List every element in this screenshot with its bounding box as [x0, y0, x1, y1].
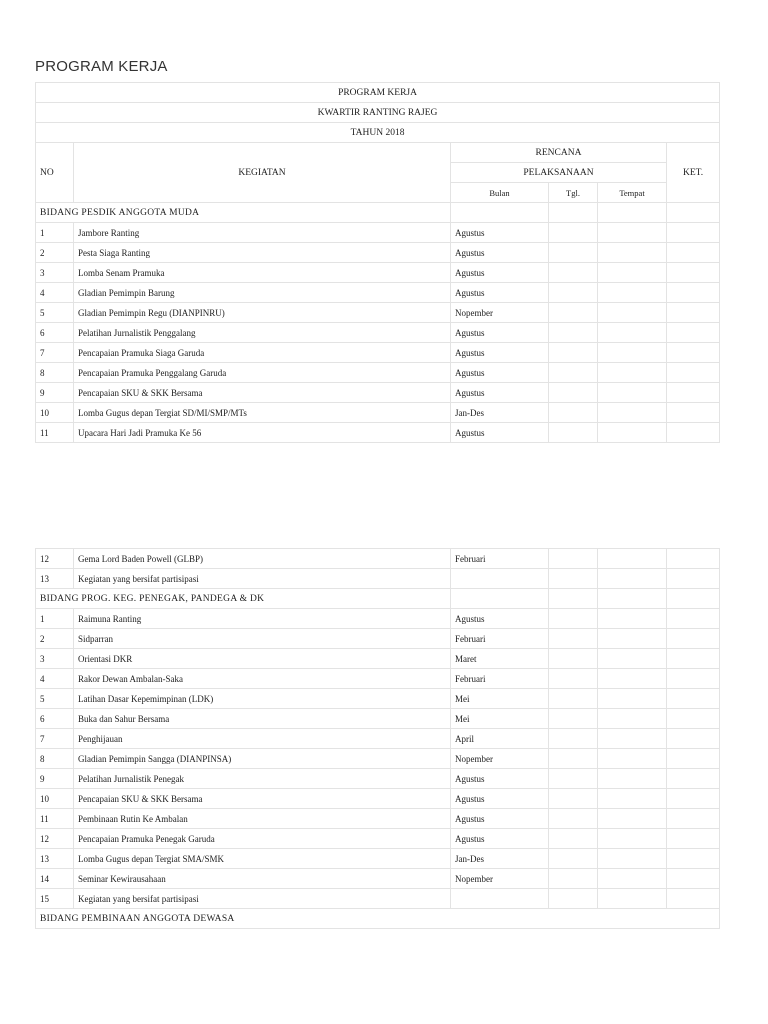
table-row [36, 669, 720, 689]
row-no: 3 [36, 263, 74, 283]
table-1-body [36, 223, 720, 443]
row-no: 12 [36, 549, 74, 569]
table-row [36, 869, 720, 889]
row-tgl [549, 609, 598, 629]
row-kegiatan: Buka dan Sahur Bersama [74, 709, 451, 729]
row-tgl [549, 789, 598, 809]
row-kegiatan: Gladian Pemimpin Barung [74, 283, 451, 303]
row-tempat [598, 689, 667, 709]
table-row [36, 323, 720, 343]
row-no: 2 [36, 629, 74, 649]
row-bulan: Jan-Des [451, 849, 549, 869]
row-tgl [549, 223, 598, 243]
row-ket [667, 809, 720, 829]
program-table-1 [35, 82, 720, 443]
row-kegiatan: Pelatihan Jurnalistik Penegak [74, 769, 451, 789]
row-bulan: Agustus [451, 363, 549, 383]
row-ket [667, 283, 720, 303]
row-tempat [598, 569, 667, 589]
row-no: 2 [36, 243, 74, 263]
table-title: PROGRAM KERJA [36, 83, 720, 103]
row-bulan: Nopember [451, 869, 549, 889]
section-heading: BIDANG PROG. KEG. PENEGAK, PANDEGA & DK [36, 589, 451, 609]
row-ket [667, 849, 720, 869]
row-ket [667, 889, 720, 909]
table-row [36, 243, 720, 263]
table-row [36, 749, 720, 769]
table-row [36, 263, 720, 283]
row-ket [667, 323, 720, 343]
row-kegiatan: Gladian Pemimpin Sangga (DIANPINSA) [74, 749, 451, 769]
row-tgl [549, 849, 598, 869]
section-heading: BIDANG PESDIK ANGGOTA MUDA [36, 203, 451, 223]
row-kegiatan: Seminar Kewirausahaan [74, 869, 451, 889]
row-tgl [549, 649, 598, 669]
table-row [36, 549, 720, 569]
row-tempat [598, 629, 667, 649]
row-tempat [598, 849, 667, 869]
table-row [36, 809, 720, 829]
row-ket [667, 423, 720, 443]
row-kegiatan: Pencapaian Pramuka Penegak Garuda [74, 829, 451, 849]
header-kegiatan: KEGIATAN [74, 143, 451, 203]
row-no: 1 [36, 223, 74, 243]
row-kegiatan: Gema Lord Baden Powell (GLBP) [74, 549, 451, 569]
table-row [36, 569, 720, 589]
row-tgl [549, 363, 598, 383]
row-tempat [598, 809, 667, 829]
row-no: 9 [36, 769, 74, 789]
row-kegiatan: Pesta Siaga Ranting [74, 243, 451, 263]
row-tgl [549, 709, 598, 729]
row-kegiatan: Jambore Ranting [74, 223, 451, 243]
row-tgl [549, 729, 598, 749]
row-ket [667, 609, 720, 629]
row-no: 4 [36, 669, 74, 689]
row-ket [667, 689, 720, 709]
row-ket [667, 709, 720, 729]
row-kegiatan: Orientasi DKR [74, 649, 451, 669]
row-bulan: Agustus [451, 343, 549, 363]
row-tempat [598, 243, 667, 263]
table-row [36, 609, 720, 629]
row-ket [667, 669, 720, 689]
row-tempat [598, 403, 667, 423]
table-row [36, 769, 720, 789]
row-no: 11 [36, 423, 74, 443]
row-no: 15 [36, 889, 74, 909]
row-no: 8 [36, 363, 74, 383]
row-tempat [598, 549, 667, 569]
table-row [36, 283, 720, 303]
row-tgl [549, 263, 598, 283]
row-tempat [598, 829, 667, 849]
row-kegiatan: Lomba Gugus depan Tergiat SD/MI/SMP/MTs [74, 403, 451, 423]
row-tgl [549, 423, 598, 443]
table-row [36, 423, 720, 443]
row-kegiatan: Pencapaian Pramuka Siaga Garuda [74, 343, 451, 363]
row-kegiatan: Pencapaian Pramuka Penggalang Garuda [74, 363, 451, 383]
row-bulan: Februari [451, 669, 549, 689]
row-tgl [549, 809, 598, 829]
row-tempat [598, 709, 667, 729]
table-row [36, 729, 720, 749]
row-tgl [549, 829, 598, 849]
row-ket [667, 243, 720, 263]
row-no: 8 [36, 749, 74, 769]
row-kegiatan: Lomba Gugus depan Tergiat SMA/SMK [74, 849, 451, 869]
row-tgl [549, 403, 598, 423]
table-org: KWARTIR RANTING RAJEG [36, 103, 720, 123]
row-tempat [598, 383, 667, 403]
row-bulan: Nopember [451, 303, 549, 323]
row-ket [667, 569, 720, 589]
row-kegiatan: Kegiatan yang bersifat partisipasi [74, 569, 451, 589]
page-title: PROGRAM KERJA [35, 58, 168, 75]
header-ket: KET. [667, 143, 720, 203]
row-bulan: Agustus [451, 829, 549, 849]
row-bulan: Agustus [451, 789, 549, 809]
table-row [36, 363, 720, 383]
row-kegiatan: Latihan Dasar Kepemimpinan (LDK) [74, 689, 451, 709]
row-tgl [549, 383, 598, 403]
row-no: 13 [36, 849, 74, 869]
row-tempat [598, 869, 667, 889]
row-ket [667, 223, 720, 243]
row-ket [667, 343, 720, 363]
row-tgl [549, 629, 598, 649]
row-tempat [598, 889, 667, 909]
row-tgl [549, 303, 598, 323]
row-no: 7 [36, 729, 74, 749]
row-bulan: Februari [451, 549, 549, 569]
row-tempat [598, 263, 667, 283]
row-kegiatan: Sidparran [74, 629, 451, 649]
row-kegiatan: Pelatihan Jurnalistik Penggalang [74, 323, 451, 343]
table-row [36, 849, 720, 869]
row-tgl [549, 689, 598, 709]
table-row [36, 709, 720, 729]
row-tgl [549, 283, 598, 303]
header-rencana: RENCANA [451, 143, 667, 163]
row-tgl [549, 869, 598, 889]
row-kegiatan: Lomba Senam Pramuka [74, 263, 451, 283]
row-tgl [549, 769, 598, 789]
row-kegiatan: Raimuna Ranting [74, 609, 451, 629]
row-tempat [598, 609, 667, 629]
row-ket [667, 263, 720, 283]
row-no: 4 [36, 283, 74, 303]
table-row [36, 689, 720, 709]
row-tempat [598, 649, 667, 669]
row-tgl [549, 669, 598, 689]
row-tgl [549, 549, 598, 569]
table-row [36, 889, 720, 909]
row-tgl [549, 343, 598, 363]
row-bulan: Agustus [451, 809, 549, 829]
row-bulan: Februari [451, 629, 549, 649]
row-kegiatan: Pencapaian SKU & SKK Bersama [74, 383, 451, 403]
row-kegiatan: Gladian Pemimpin Regu (DIANPINRU) [74, 303, 451, 323]
row-no: 5 [36, 303, 74, 323]
table-row [36, 303, 720, 323]
row-kegiatan: Upacara Hari Jadi Pramuka Ke 56 [74, 423, 451, 443]
row-ket [667, 549, 720, 569]
row-bulan [451, 889, 549, 909]
row-no: 9 [36, 383, 74, 403]
row-tempat [598, 749, 667, 769]
row-ket [667, 383, 720, 403]
row-bulan: Maret [451, 649, 549, 669]
row-no: 11 [36, 809, 74, 829]
row-bulan: Mei [451, 709, 549, 729]
row-kegiatan: Pencapaian SKU & SKK Bersama [74, 789, 451, 809]
row-ket [667, 363, 720, 383]
row-bulan: Agustus [451, 263, 549, 283]
row-ket [667, 649, 720, 669]
table-row [36, 649, 720, 669]
table-row [36, 343, 720, 363]
row-bulan: Agustus [451, 423, 549, 443]
row-tempat [598, 303, 667, 323]
row-bulan: Agustus [451, 609, 549, 629]
table-2-body [36, 609, 720, 909]
row-ket [667, 789, 720, 809]
row-kegiatan: Penghijauan [74, 729, 451, 749]
table-row [36, 223, 720, 243]
table-year: TAHUN 2018 [36, 123, 720, 143]
header-tgl: Tgl. [549, 183, 598, 203]
table-row [36, 403, 720, 423]
row-ket [667, 629, 720, 649]
row-tempat [598, 323, 667, 343]
row-no: 3 [36, 649, 74, 669]
row-bulan: Agustus [451, 243, 549, 263]
table-row [36, 829, 720, 849]
row-tgl [549, 323, 598, 343]
table-row [36, 629, 720, 649]
row-tempat [598, 729, 667, 749]
header-tempat: Tempat [598, 183, 667, 203]
row-tgl [549, 569, 598, 589]
row-bulan: Agustus [451, 383, 549, 403]
row-bulan: Agustus [451, 223, 549, 243]
row-no: 1 [36, 609, 74, 629]
header-no: NO [36, 143, 74, 203]
row-tgl [549, 243, 598, 263]
row-bulan: Jan-Des [451, 403, 549, 423]
row-tempat [598, 789, 667, 809]
row-tgl [549, 889, 598, 909]
row-no: 14 [36, 869, 74, 889]
row-ket [667, 729, 720, 749]
row-kegiatan: Kegiatan yang bersifat partisipasi [74, 889, 451, 909]
row-kegiatan: Rakor Dewan Ambalan-Saka [74, 669, 451, 689]
row-no: 6 [36, 709, 74, 729]
row-tempat [598, 363, 667, 383]
row-bulan: Agustus [451, 283, 549, 303]
row-kegiatan: Pembinaan Rutin Ke Ambalan [74, 809, 451, 829]
row-no: 10 [36, 403, 74, 423]
row-bulan: Agustus [451, 323, 549, 343]
row-tempat [598, 343, 667, 363]
section-heading: BIDANG PEMBINAAN ANGGOTA DEWASA [36, 909, 720, 929]
row-bulan: Agustus [451, 769, 549, 789]
header-bulan: Bulan [451, 183, 549, 203]
table-row [36, 789, 720, 809]
row-tempat [598, 223, 667, 243]
header-pelaksanaan: PELAKSANAAN [451, 163, 667, 183]
row-tempat [598, 283, 667, 303]
program-table-2 [35, 548, 720, 929]
row-ket [667, 829, 720, 849]
row-ket [667, 403, 720, 423]
row-bulan: Mei [451, 689, 549, 709]
row-no: 12 [36, 829, 74, 849]
row-tempat [598, 769, 667, 789]
row-no: 13 [36, 569, 74, 589]
row-no: 10 [36, 789, 74, 809]
row-ket [667, 303, 720, 323]
row-bulan [451, 569, 549, 589]
row-tempat [598, 669, 667, 689]
row-ket [667, 869, 720, 889]
row-no: 5 [36, 689, 74, 709]
row-no: 7 [36, 343, 74, 363]
row-ket [667, 749, 720, 769]
row-bulan: Nopember [451, 749, 549, 769]
row-ket [667, 769, 720, 789]
row-no: 6 [36, 323, 74, 343]
row-bulan: April [451, 729, 549, 749]
row-tgl [549, 749, 598, 769]
row-tempat [598, 423, 667, 443]
table-2-top-body [36, 549, 720, 589]
table-row [36, 383, 720, 403]
